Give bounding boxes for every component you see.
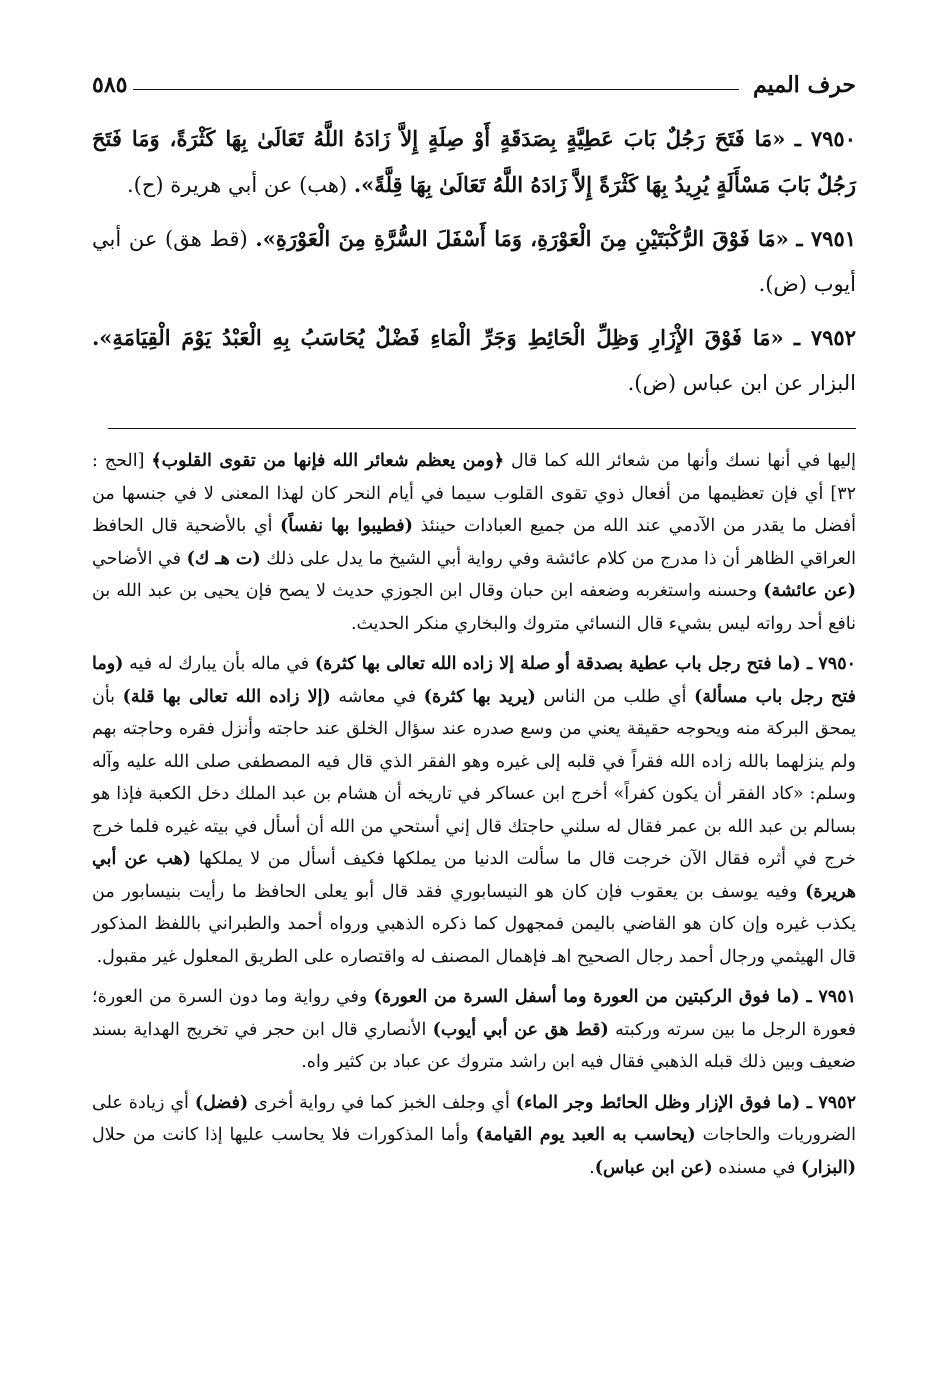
commentary-bold: (هب عن أبي هريرة) (92, 849, 856, 902)
commentary-bold: (ت هـ ك) (186, 548, 261, 569)
hadith-text: «مَا فَوْقَ الرُّكْبَتَيْنِ مِنَ الْعَوْرَةِ، وَمَا أَسْفَلَ السُّرَّةِ مِنَ الْعَوْرَةِ». (255, 226, 789, 251)
commentary-text: أي زيادة على الضروريات والحاجات (92, 1092, 856, 1145)
commentary-text: إليها في أنها نسك وأنها من شعائر الله كما قال (504, 451, 856, 471)
hadith-text: «مَا فَوْقَ الإِْزَارِ وَظِلِّ الْحَائِطِ وَجَرِّ الْمَاءِ فَضْلٌ يُحَاسَبُ بِهِ الْعَبْدُ يَوْمَ الْقِيَامَةِ». (92, 325, 784, 350)
commentary-text: في مسنده (712, 1157, 801, 1178)
commentary-7952 (92, 1087, 856, 1185)
commentary-text: في معاشه (330, 686, 424, 707)
commentary-bold: (ما فتح رجل باب عطية بصدقة أو صلة إلا زاده الله تعالى بها كثرة) (314, 654, 808, 674)
commentary-text: في الأضاحي (92, 548, 187, 569)
entry-number: ٧٩٥٢ ـ (806, 1092, 856, 1113)
hadith-entry-7950 (92, 116, 856, 208)
commentary-text: أي طلب من الناس (535, 686, 695, 707)
entry-number: ٧٩٥٠ ـ (794, 126, 856, 151)
commentary-bold: (عن عائشة) (763, 581, 856, 601)
page-header (92, 60, 856, 98)
entry-number: ٧٩٥١ ـ (806, 987, 857, 1007)
entry-number: ٧٩٥١ ـ (796, 226, 857, 251)
commentary-bold: (قط هق عن أبي أيوب) (432, 1019, 609, 1040)
entry-number: ٧٩٥٢ ـ (793, 325, 856, 350)
commentary-text: أي وجلف الخبز كما في رواية أخرى (248, 1092, 516, 1113)
commentary-text: أي بالأضحية قال الحافظ العراقي الظاهر أن ذا مدرج من كلام عائشة وفي رواية أبي الشيخ ما يدل على ذلك (92, 516, 857, 569)
commentary-text: وفيه يوسف بن يعقوب فإن كان هو النيسابوري فقد قال أبو يعلى الحافظ ما رأيت بنيسابور من يكذب غيره وإن كان هو القاضي باليمن فمجهول كما ذكره الذهبي ورواه أحمد والطبراني باللفظ المذكور قال الهيثمي ورجال أحمد رجال الصحيح اهـ فإهمال المصنف له واقتصاره على الطريق المعلول غير مقبول. (92, 881, 856, 967)
entry-number: ٧٩٥٠ ـ (807, 654, 856, 674)
commentary (92, 445, 856, 1184)
commentary-bold: (يحاسب به العبد يوم القيامة) (475, 1125, 696, 1145)
hadith-source: (قط هق) عن أبي أيوب (ض). (92, 227, 856, 296)
commentary-7951 (92, 981, 856, 1079)
hadith-text: «مَا فَتَحَ رَجُلٌ بَابَ عَطِيَّةٍ بِصَدَقَةٍ أَوْ صِلَةٍ إِلاَّ زَادَهُ اللَّهُ تَعَالَىٰ بِهَا كَثْرَةً، وَمَا فَتَحَ رَجُلٌ بَابَ مَسْأَلَةٍ يُرِيدُ بِهَا كَثْرَةً إِلاَّ زَادَهُ اللَّهُ تَعَالَىٰ بِهَا قِلَّةً». (92, 126, 856, 197)
main-hadith-text (92, 116, 856, 406)
commentary-text: وحسنه واستغربه وضعفه ابن حبان وقال ابن الجوزي حديث لا يصح فإن يحيى بن عبد الله بن نافع أحد رواته ليس بشيء قال النسائي متروك والبخاري منكر الحديث. (92, 581, 856, 634)
commentary-bold: (عن ابن عباس) (594, 1157, 713, 1178)
commentary-bold: (وما فتح رجل باب مسألة) (92, 654, 856, 707)
hadith-source: (هب) عن أبي هريرة (ح). (126, 173, 348, 197)
commentary-text: . (589, 1157, 595, 1178)
commentary-text: في ماله بأن يبارك له فيه (123, 654, 315, 674)
commentary-bold: (ما فوق الإزار وظل الحائط وجر الماء) (515, 1092, 807, 1113)
commentary-bold: (فطيبوا بها نفساً) (280, 516, 413, 536)
hadith-source: البزار عن ابن عباس (ض). (627, 371, 856, 395)
page-number: ٥٨٥ (92, 72, 128, 98)
commentary-bold: (يريد بها كثرة) (423, 686, 536, 707)
header-rule (133, 89, 739, 90)
quran-quote: ﴿ومن يعظم شعائر الله فإنها من تقوى القلوب﴾ (151, 451, 505, 471)
commentary-intro (92, 445, 856, 640)
hadith-entry-7952 (92, 315, 856, 406)
section-divider (108, 428, 856, 429)
hadith-entry-7951 (92, 216, 856, 307)
commentary-text: الأنصاري قال ابن حجر في تخريج الهداية بسند ضعيف وبين ذلك قبله الذهبي فقال فيه ابن راشد متروك عن عباد بن كثير واه. (92, 1019, 856, 1072)
running-head: حرف الميم (752, 72, 856, 98)
commentary-text: وأما المذكورات فلا يحاسب عليها إذا كانت من حلال (92, 1125, 476, 1145)
commentary-bold: (البزار) (800, 1157, 856, 1178)
commentary-text: وفي رواية وما دون السرة من العورة؛ فعورة الرجل ما بين سرته وركبته (92, 987, 857, 1040)
commentary-bold: (ما فوق الركبتين من العورة وما أسفل السرة من العورة) (373, 987, 807, 1007)
commentary-text: بأن يمحق البركة منه ويحوجه حقيقة يعني من وسع صدره عند سؤال الخلق عند حاجته وأنزل فقره وحاجته بهم ولم ينزلهما بالله زاده الله فقراً في قلبه إلى غيره وهو الفقر الذي قال فيه المصطفى صلى الله عليه وآله وسلم: «كاد الفقر أن يكون كفراً» أخرج ابن عساكر في تاريخه أن هشام بن عبد الملك دخل الكعبة فإذا هو بسالم بن عبد الله بن عمر فقال له سلني حاجتك قال إني أستحي من الله أن أسأل في بيته غيره فلما خرج خرج في أثره فقال الآن خرجت قال ما سألت الدنيا من يملكها فكيف أسأل من لا يملكها (92, 686, 856, 869)
commentary-text: [الحج : ٣٢] أي فإن تعظيمها من أفعال ذوي تقوى القلوب سيما في أيام النحر كان لهذا المعنى لا في جنسها من أفضل ما يقدر من الآدمي عند الله من جميع العبادات حينئذ (92, 451, 856, 536)
commentary-7950 (92, 648, 856, 973)
commentary-bold: (فضل) (194, 1092, 249, 1113)
commentary-bold: (إلا زاده الله تعالى بها قلة) (122, 686, 331, 707)
